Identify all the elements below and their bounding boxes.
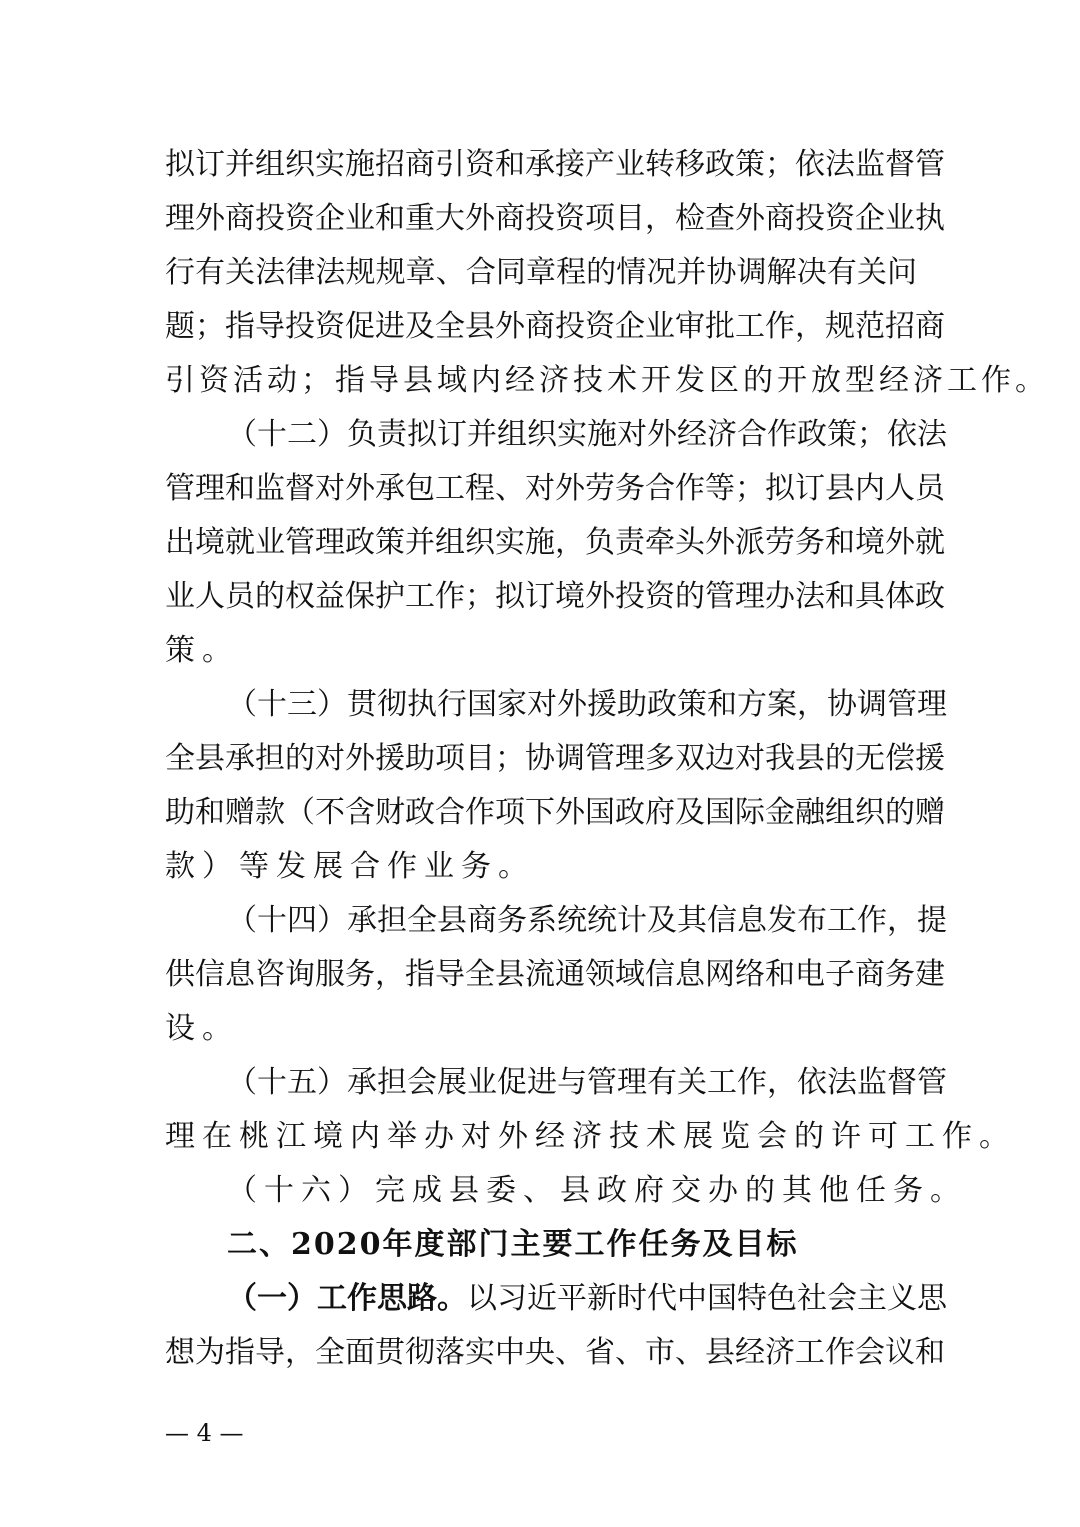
text-line: 题；指导投资促进及全县外商投资企业审批工作，规范招商 bbox=[165, 309, 945, 344]
line-rest: 以习近平新时代中国特色社会主义思 bbox=[467, 1281, 947, 1316]
text-line: 业人员的权益保护工作；拟订境外投资的管理办法和具体政 bbox=[165, 579, 945, 614]
text-line: 管理和监督对外承包工程、对外劳务合作等；拟订县内人员 bbox=[165, 471, 945, 506]
text-line: 出境就业管理政策并组织实施，负责牵头外派劳务和境外就 bbox=[165, 525, 945, 560]
page-number: — 4 — bbox=[165, 1419, 244, 1447]
text-line: 引资活动；指导县域内经济技术开发区的开放型经济工作。 bbox=[165, 363, 1049, 398]
text-line: 助和赠款（不含财政合作项下外国政府及国际金融组织的赠 bbox=[165, 795, 945, 830]
text-line: 设。 bbox=[165, 1011, 239, 1046]
text-line: 行有关法律法规规章、合同章程的情况并协调解决有关问 bbox=[165, 255, 917, 290]
text-line: 供信息咨询服务，指导全县流通领域信息网络和电子商务建 bbox=[165, 957, 945, 992]
text-line: 款）等发展合作业务。 bbox=[165, 849, 535, 884]
text-line: 拟订并组织实施招商引资和承接产业转移政策；依法监督管 bbox=[165, 147, 945, 182]
text-line: （十三）贯彻执行国家对外援助政策和方案，协调管理 bbox=[227, 687, 947, 722]
text-line: （十五）承担会展业促进与管理有关工作，依法监督管 bbox=[227, 1065, 947, 1100]
text-line: 理外商投资企业和重大外商投资项目，检查外商投资企业执 bbox=[165, 201, 945, 236]
text-line: （十六）完成县委、县政府交办的其他任务。 bbox=[227, 1173, 967, 1208]
text-line: （十四）承担全县商务系统统计及其信息发布工作，提 bbox=[227, 903, 947, 938]
text-line: 策。 bbox=[165, 633, 239, 668]
section-heading: 二、2020年度部门主要工作任务及目标 bbox=[227, 1227, 799, 1262]
text-line bbox=[227, 1279, 947, 1319]
text-line: 全县承担的对外援助项目；协调管理多双边对我县的无偿援 bbox=[165, 741, 945, 776]
text-line: 想为指导，全面贯彻落实中央、省、市、县经济工作会议和 bbox=[165, 1335, 945, 1370]
text-line: （十二）负责拟订并组织实施对外经济合作政策；依法 bbox=[227, 417, 947, 452]
text-line: 理在桃江境内举办对外经济技术展览会的许可工作。 bbox=[165, 1119, 1016, 1154]
bold-lead: （一）工作思路。 bbox=[227, 1281, 467, 1316]
